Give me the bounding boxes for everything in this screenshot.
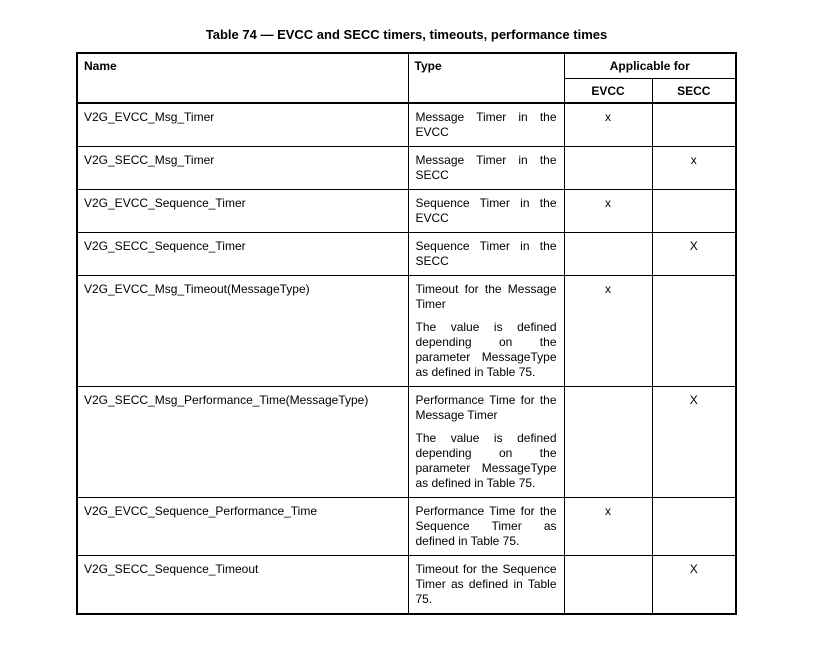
cell-evcc (564, 556, 652, 615)
type-paragraph: Performance Time for the Sequence Timer as defined in Table 75. (415, 504, 557, 548)
cell-secc (652, 103, 736, 147)
table-row (77, 387, 736, 498)
cell-type (408, 233, 564, 276)
table-row (77, 103, 736, 147)
column-header-evcc: EVCC (564, 79, 652, 104)
cell-type (408, 190, 564, 233)
header-row (77, 53, 736, 79)
type-paragraph: Timeout for the Message Timer (415, 282, 557, 311)
cell-name: V2G_SECC_Sequence_Timeout (77, 556, 408, 615)
table-row (77, 233, 736, 276)
cell-secc: X (652, 387, 736, 498)
cell-evcc: x (564, 103, 652, 147)
cell-evcc: x (564, 276, 652, 387)
cell-evcc: x (564, 498, 652, 556)
cell-type (408, 556, 564, 615)
cell-name: V2G_SECC_Msg_Performance_Time(MessageType) (77, 387, 408, 498)
cell-name: V2G_EVCC_Sequence_Performance_Time (77, 498, 408, 556)
table-row (77, 276, 736, 387)
cell-name: V2G_EVCC_Msg_Timer (77, 103, 408, 147)
timers-table (76, 52, 737, 615)
type-paragraph: Timeout for the Sequence Timer as defined in Table 75. (415, 562, 557, 606)
table-caption: Table 74 — EVCC and SECC timers, timeouts, performance times (205, 27, 608, 42)
cell-secc (652, 190, 736, 233)
type-paragraph: Sequence Timer in the SECC (415, 239, 557, 268)
cell-type (408, 387, 564, 498)
column-header-secc: SECC (652, 79, 736, 104)
table-body (77, 103, 736, 614)
cell-name: V2G_SECC_Sequence_Timer (77, 233, 408, 276)
cell-type (408, 147, 564, 190)
table-header (77, 53, 736, 103)
cell-secc: X (652, 233, 736, 276)
column-header-type: Type (408, 53, 564, 103)
type-paragraph: The value is defined depending on the parameter MessageType as defined in Table 75. (415, 431, 557, 490)
cell-secc: x (652, 147, 736, 190)
cell-secc: X (652, 556, 736, 615)
type-paragraph: Message Timer in the SECC (415, 153, 557, 182)
cell-type (408, 498, 564, 556)
table-row (77, 498, 736, 556)
column-header-name: Name (77, 53, 408, 103)
cell-evcc (564, 233, 652, 276)
cell-name: V2G_SECC_Msg_Timer (77, 147, 408, 190)
cell-type (408, 103, 564, 147)
cell-secc (652, 498, 736, 556)
table-row (77, 556, 736, 615)
cell-name: V2G_EVCC_Msg_Timeout(MessageType) (77, 276, 408, 387)
cell-type (408, 276, 564, 387)
cell-secc (652, 276, 736, 387)
table-row (77, 190, 736, 233)
cell-evcc (564, 387, 652, 498)
type-paragraph: The value is defined depending on the parameter MessageType as defined in Table 75. (415, 320, 557, 379)
type-paragraph: Message Timer in the EVCC (415, 110, 557, 139)
type-paragraph: Performance Time for the Message Timer (415, 393, 557, 422)
cell-evcc (564, 147, 652, 190)
cell-evcc: x (564, 190, 652, 233)
type-paragraph: Sequence Timer in the EVCC (415, 196, 557, 225)
column-header-applicable-for: Applicable for (564, 53, 736, 79)
table-row (77, 147, 736, 190)
cell-name: V2G_EVCC_Sequence_Timer (77, 190, 408, 233)
